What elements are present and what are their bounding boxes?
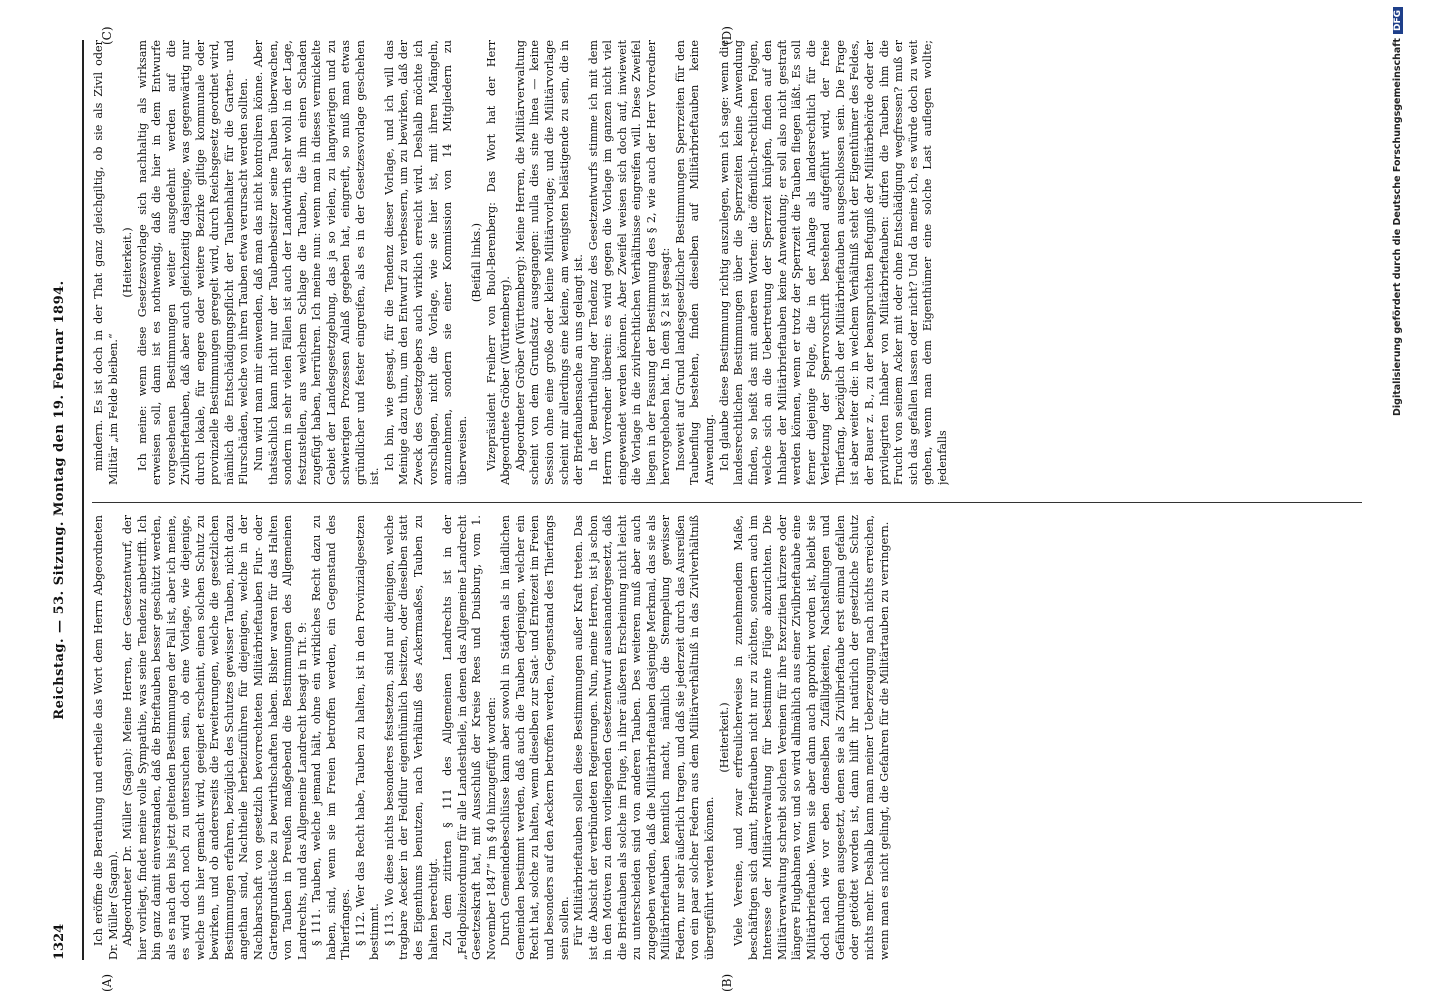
paragraph: Ich bin, wie gesagt, für die Tendenz dieser Vorlage, und ich will das Meinige dazu thun, um den Entwurf zu verbessern, um zu bewirken, daß der Zweck des Gesetzgebers auch wirklich erreicht wird. Deshalb möchte ich vorschlagen, nicht die Vorlage, wie sie hier ist, mit ihren Mängeln, anzunehmen, sondern sie einer Kommission von 14 Mitgliedern zu überweisen. — [382, 40, 469, 485]
page-title: Reichstag. — 53. Sitzung. Montag den 19. Februar 1894. — [52, 280, 67, 720]
right-text-column — [92, 40, 1362, 485]
digitization-credit — [1392, 7, 1403, 992]
margin-marker-b: (B) — [720, 973, 734, 992]
paragraph: Nun wird man mir einwenden, daß man das nicht kontroliren könne. Aber thatsächlich kann nicht nur der Taubenbesitzer seine Tauben überwachen, sondern in sehr vielen Fällen ist auch der Landwirth sehr wohl in der Lage, festzustellen, aus welchem Schlage die Tauben, die ihm einen Schaden zugefügt haben, herrühren. Ich meine nun: wenn man in dieses vermickelte Gebiet der Landesgesetzgebung, das ja so vielen, zu langwierigen und zu schwierigen Prozessen Anlaß gegeben hat, eingreift, so muß man etwas gründlicher und fester eingreifen, als es in der Gesetzesvorlage geschehen ist. — [252, 40, 382, 485]
paragraph: § 113. Wo diese nichts besonderes festsetzen, sind nur diejenigen, welche tragbare Aecker in der Feldflur eigenthümlich besitzen, oder dieselben statt des Eigenthums benutzen, nach Verhältniß des Ackermaaßes, Tauben zu halten berechtigt. — [382, 515, 440, 960]
dfg-logo: DFG — [1393, 7, 1403, 34]
paragraph: § 111. Tauben, welche jemand hält, ohne ein wirkliches Recht dazu zu haben, sind, wenn sie im Freien betroffen werden, ein Gegenstand des Thierfanges. — [310, 515, 353, 960]
paragraph: Ich meine: wenn diese Gesetzesvorlage sich nachhaltig als wirksam erweisen soll, dann ist es nothwendig, daß die hier in dem Entwurfe vorgesehenen Bestimmungen weiter ausgedehnt werden auf die Zivilbrieftauben, daß aber auch gleichzeitig dasjenige, was gegenwärtig nur durch lokale, für engere oder weitere Bezirke giltige kommunale oder provinzielle Bestimmungen geregelt wird, durch Reichsgesetz geordnet wird, nämlich die Entschädigungspflicht der Taubenhalter für die Garten- und Flurschäden, welche von ihren Tauben etwa verursacht werden sollten. — [135, 40, 251, 485]
paragraph: Für Militärbrieftauben sollen diese Bestimmungen außer Kraft treten. Das ist die Absicht der verbündeten Regierungen. Nun, meine Herren, ist ja schon in den Motiven zu dem vorliegenden Gesetzentwurf auseinandergesetzt, daß die Brieftauben als solche im Fluge, in ihrer äußeren Erscheinung nicht leicht zu unterscheiden sind von anderen Tauben. Des weiteren muß aber auch zugegeben werden, daß die Militärbrieftauben dasjenige Merkmal, das sie als Militärbrieftauben kenntlich macht, nämlich die Stempelung gewisser Federn, nur sehr äußerlich tragen, und daß sie jederzeit durch das Ausreißen von ein paar solcher Federn aus dem Militärverhältniß in das Zivilverhältniß übergeführt werden können. — [572, 515, 716, 960]
paragraph: § 112. Wer das Recht habe, Tauben zu halten, ist in den Provinzialgesetzen bestimmt. — [353, 515, 382, 960]
paragraph: In der Beurtheilung der Tendenz des Gesetzentwurfs stimme ich mit dem Herrn Vorredner überein: es wird gegen die Vorlage im ganzen nicht viel eingewendet werden können. Aber Zweifel weisen sich doch auf, inwieweit die Vorlage in die zivilrechtlichen Verhältnisse eingreifen will. Diese Zweifel liegen in der Fassung der Bestimmung des § 2, wie auch der Herr Vorredner hervorgehoben hat. In dem § 2 ist gesagt: — [586, 40, 673, 485]
margin-marker-c: (C) — [100, 26, 114, 45]
page-number: 1324 — [52, 923, 67, 960]
credit-text: Digitalisierung gefördert durch die Deutsche Forschungsgemeinschaft — [1392, 38, 1403, 416]
paragraph: Vizepräsident Freiherr von Buol-Berenberg: Das Wort hat der Herr Abgeordnete Gröber (Württemberg). — [484, 40, 513, 485]
header-rule — [82, 40, 84, 960]
paragraph: Ich eröffne die Berathung und ertheile das Wort dem Herrn Abgeordneten Dr. Müller (Sagan). — [92, 515, 120, 960]
column-divider — [92, 502, 1362, 503]
left-text-column — [92, 515, 1362, 960]
paragraph: mindern. Es ist doch in der That ganz gleichgiltig, ob sie als Zivil oder Militär „im Felde bleiben.“ — [92, 40, 120, 485]
paragraph: (Beifall links.) — [470, 222, 484, 303]
margin-marker-d: (D) — [720, 26, 734, 45]
paragraph: Zu dem zitirten § 111 des Allgemeinen Landrechts ist in der „Feldpolizeiordnung für alle Landestheile, in denen das Allgemeine Landrecht Gesetzeskraft hat, mit Ausschluß der Kreise Rees und Duisburg, vom 1. November 1847“ im § 40 hinzugefügt worden: — [441, 515, 498, 960]
paragraph: Viele Vereine, und zwar erfreulicherweise in zunehmendem Maße, beschäftigen sich damit, Brieftauben nicht nur zu züchten, sondern auch im Interesse der Militärverwaltung für bestimmte Flüge abzurichten. Die Militärverwaltung schreibt solchen Vereinen für ihre Exerzitien kürzere oder längere Flugbahnen vor, und so wird allmählich aus einer Zivilbrieftaube eine Militärbrieftaube. Wenn sie aber dann auch approbirt worden ist, bleibt sie doch nach wie vor eben denselben Zufälligkeiten, Nachstellungen und Gefährdungen ausgesetzt, denen sie als Zivilbrieftaube erst einmal gefallen oder getödtet worden ist, dann hilft ihr natürlich der gesetzliche Schutz nichts mehr. Deshalb kann man meiner Ueberzeugung nach nichts erreichen, wenn man es nicht gelingt, die Gefahren für die Militärtauben zu verringern. — [732, 515, 891, 960]
paragraph: Durch Gemeindebeschlüsse kann aber sowohl in Städten als in ländlichen Gemeinden bestimmt werden, daß auch die Tauben derjenigen, welcher ein Recht hat, solche zu halten, wenn dieselben zur Saat- und Erntezeit im Freien und besonders auf den Aeckern betroffen werden, Gegenstand des Thierfangs sein sollen. — [499, 515, 571, 960]
paragraph: Ich glaube diese Bestimmung richtig auszulegen, wenn ich sage: wenn die landesrechtlichen Bestimmungen über die Sperrzeiten keine Anwendung finden, so heißt das mit anderen Worten: die öffentlich-rechtlichen Folgen, welche sich an die Uebertretung der Sperrzeit knüpfen, finden auf den Inhaber der Militärbrieftauben keine Anwendung; er soll also nicht gestraft werden können, wenn er trotz der Sperrzeit die Tauben fliegen läßt. Es soll ferner diejenige Folge, die in der Anlage als landesrechtlich für die Verletzung der Sperrvorschrift bestehend aufgeführt wird, der freie Thierfang, bezüglich der Militärbrieftauben ausgeschlossen sein. Die Frage ist aber weiter die: in welchem Verhältniß steht der Eigenthümer des Feldes, der Bauer z. B., zu der beanspruchten Befugniß der Militärbehörde oder der privilegirten Inhaber von Militärbrieftauben: dürfen die Tauben ihm die Frucht von seinem Acker mit oder ohne Entschädigung wegfressen? muß er sich das gefallen lassen oder nicht? Und da meine ich, es würde doch zu weit gehen, wenn man dem Eigenthümer eine solche Last auflegen wollte; jedenfalls — [717, 40, 949, 485]
paragraph: Abgeordneter Gröber (Württemberg): Meine Herren, die Militärverwaltung scheint von dem Grundsatz ausgegangen: nulla dies sine linea — keine Session ohne eine große oder kleine Militärvorlage; und die Militärvorlage scheint mir allerdings eine kleine, am wenigsten belästigende zu sein, die in der Brieftaubensache an uns gelangt ist. — [513, 40, 586, 485]
paragraph: Abgeordneter Dr. Müller (Sagan): Meine Herren, der Gesetzentwurf, der hier vorliegt, findet meine volle Sympathie, was seine Tendenz anbetrifft. Ich bin ganz damit einverstanden, daß die Brieftauben besser geschützt werden, als es nach den bis jetzt geltenden Bestimmungen der Fall ist, aber ich meine, es wird doch noch zu untersuchen sein, ob eine Vorlage, wie diejenige, welche uns hier gemacht wird, geeignet erscheint, einen solchen Schutz zu bewirken, und ob andererseits die Erweiterungen, welche die gesetzlichen Bestimmungen erfahren, bezüglich des Schutzes gewisser Tauben, nicht dazu angethan sind, Nachtheile herbeizuführen für diejenigen, welche in der Nachbarschaft von gesetzlich bevorrechteten Militärbrieftauben Flur- oder Gartengrundstücke zu bewirthschaften haben. Bisher waren für das Halten von Tauben in Preußen maßgebend die Bestimmungen des Allgemeinen Landrechts, und das Allgemeine Landrecht besagt in Tit. 9: — [121, 515, 309, 960]
margin-marker-a: (A) — [100, 973, 114, 992]
paragraph: (Heiterkeit.) — [717, 702, 731, 773]
paragraph: (Heiterkeit.) — [121, 227, 135, 298]
page-header — [52, 40, 78, 960]
paragraph: Insoweit auf Grund landesgesetzlicher Bestimmungen Sperrzeiten für den Taubenflug bestehen, finden dieselben auf Militärbrieftauben keine Anwendung. — [673, 40, 716, 485]
